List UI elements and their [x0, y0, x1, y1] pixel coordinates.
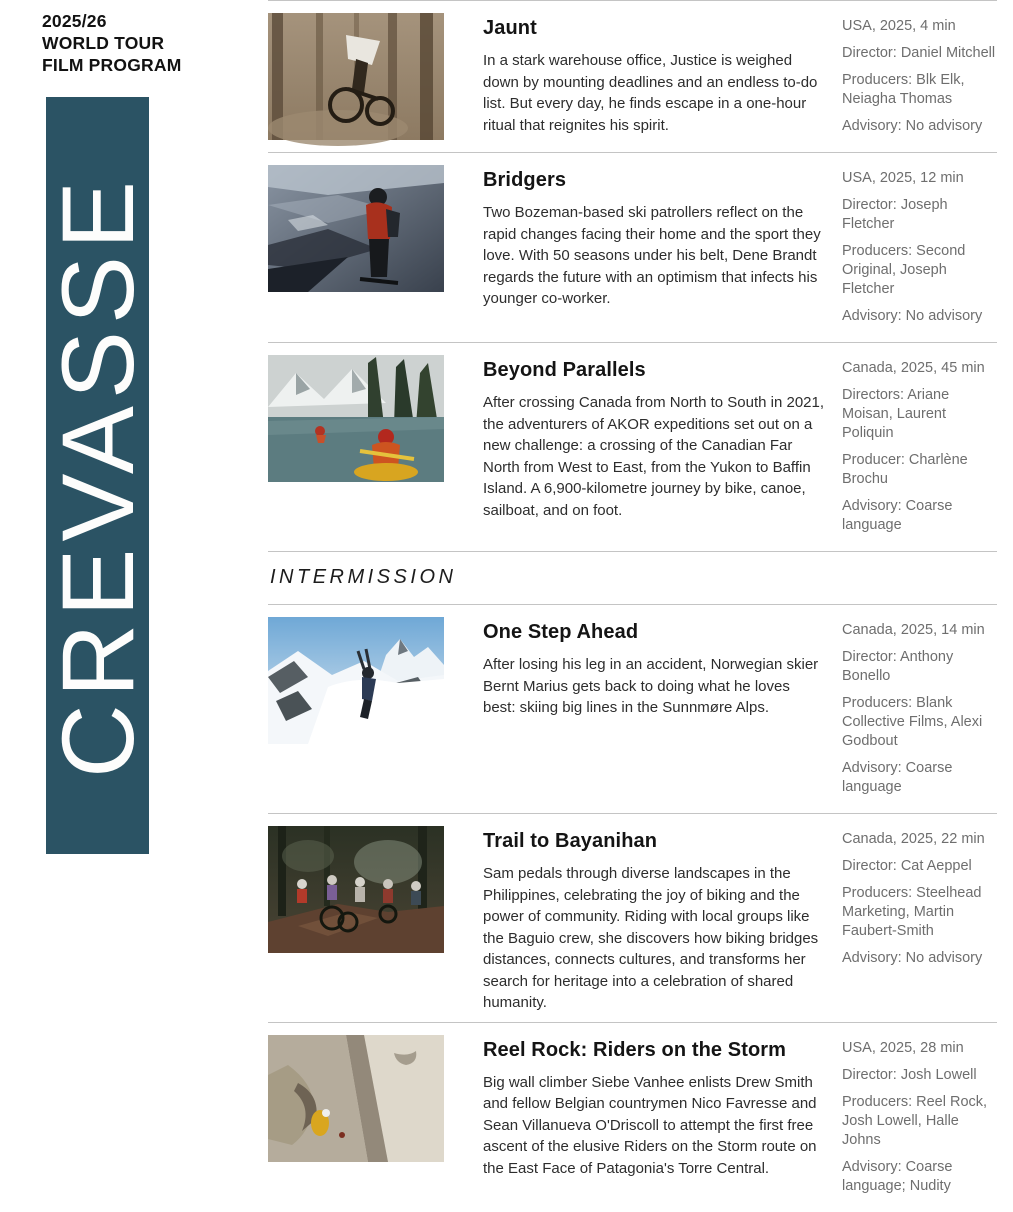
film-origin: USA, 2025, 4 min [842, 18, 956, 34]
film-director: Director: Anthony Bonello [842, 649, 954, 684]
film-advisory: Advisory: No advisory [842, 118, 983, 134]
film-advisory: Advisory: Coarse language [842, 498, 953, 533]
film-description: Big wall climber Siebe Vanhee enlists Drew Smith and fellow Belgian countrymen Nico Favresse and Sean Villanueva O'Driscoll to attempt the first free ascent of the elusive Riders on the Storm route on the East Face of Patagonia's Torre Central. [483, 1073, 817, 1177]
big-wall-climber-image [268, 1035, 444, 1162]
film-director: Director: Cat Aeppel [842, 858, 972, 874]
program-title-line1: 2025/26 [42, 11, 107, 31]
banner-title-vertical-text: CREVASSE [40, 173, 155, 778]
film-list [268, 0, 997, 1212]
film-meta [842, 617, 997, 805]
ski-patroller-image [268, 165, 444, 292]
film-origin: Canada, 2025, 22 min [842, 831, 985, 847]
film-title: Jaunt [483, 17, 537, 39]
film-title: Bridgers [483, 169, 567, 191]
film-origin: Canada, 2025, 45 min [842, 360, 985, 376]
film-title: One Step Ahead [483, 621, 639, 643]
film-origin: Canada, 2025, 14 min [842, 622, 985, 638]
program-title [42, 10, 181, 76]
film-meta [842, 13, 997, 144]
snowy-ridge-skier-image [268, 617, 444, 744]
film-row-one-step-ahead [268, 604, 997, 813]
film-info [483, 826, 825, 1014]
one-step-ahead-thumbnail [268, 617, 444, 744]
film-description: After crossing Canada from North to South in 2021, the adventurers of AKOR expeditions set out on a new challenge: a crossing of the Canadian Far North from West to East, from the Yukon to Baffin Island. A 6,900-kilometre journey by bike, canoe, sailboat, and on foot. [483, 394, 825, 519]
film-description: In a stark warehouse office, Justice is weighed down by mounting deadlines and an endless to-do list. But every day, he finds escape in a one-hour ritual that reignites his spirit. [483, 52, 818, 134]
film-info [483, 355, 825, 521]
film-meta [842, 165, 997, 334]
film-meta [842, 355, 997, 543]
film-advisory: Advisory: Coarse language; Nudity [842, 1158, 953, 1194]
reel-rock-thumbnail [268, 1035, 444, 1162]
film-meta [842, 1035, 997, 1204]
film-description: Two Bozeman-based ski patrollers reflect on the rapid changes facing their home and the sport they love. With 50 seasons under his belt, Dene Brandt regards the future with an optimism that infects his younger co-worker. [483, 204, 821, 307]
film-producers: Producers: Second Original, Joseph Fletcher [842, 243, 966, 297]
program-title-line3: FILM PROGRAM [42, 55, 182, 75]
crevasse-banner [40, 97, 155, 854]
film-advisory: Advisory: No advisory [842, 308, 983, 324]
film-origin: USA, 2025, 12 min [842, 170, 964, 186]
film-producers: Producers: Blank Collective Films, Alexi Godbout [842, 695, 983, 749]
film-origin: USA, 2025, 28 min [842, 1039, 964, 1056]
film-director: Director: Joseph Fletcher [842, 197, 948, 232]
film-description: Sam pedals through diverse landscapes in the Philippines, celebrating the joy of biking and the power of community. Riding with local groups like the Baguio crew, she discovers how biking bridges distances, connects cultures, and transforms her search for heritage into a celebration of shared humanity. [483, 865, 819, 1011]
film-row-reel-rock-riders-on-the-storm [268, 1022, 997, 1212]
film-info [483, 13, 825, 136]
program-title-line2: WORLD TOUR [42, 33, 165, 53]
film-producers: Producers: Reel Rock, Josh Lowell, Halle Johns [842, 1093, 988, 1148]
film-info [483, 1035, 825, 1180]
film-info [483, 617, 825, 719]
film-row-jaunt [268, 0, 997, 152]
film-meta [842, 826, 997, 976]
trail-to-bayanihan-thumbnail [268, 826, 444, 953]
film-advisory: Advisory: Coarse language [842, 760, 953, 795]
forest-bikers-group-image [268, 826, 444, 953]
film-info [483, 165, 825, 310]
film-description: After losing his leg in an accident, Norwegian skier Bernt Marius gets back to doing what he loves best: skiing big lines in the Sunnmøre Alps. [483, 656, 819, 716]
intermission-divider [268, 551, 997, 604]
kayakers-image [268, 355, 444, 482]
beyond-parallels-thumbnail [268, 355, 444, 482]
film-title: Beyond Parallels [483, 359, 646, 381]
film-producers: Producer: Charlène Brochu [842, 452, 968, 487]
film-producers: Producers: Steelhead Marketing, Martin Faubert-Smith [842, 885, 982, 939]
film-director: Directors: Ariane Moisan, Laurent Poliquin [842, 387, 950, 441]
bridgers-thumbnail [268, 165, 444, 292]
film-row-beyond-parallels [268, 342, 997, 551]
intermission-label: INTERMISSION [270, 566, 457, 588]
film-director: Director: Daniel Mitchell [842, 45, 996, 61]
film-title: Reel Rock: Riders on the Storm [483, 1038, 787, 1061]
film-advisory: Advisory: No advisory [842, 950, 983, 966]
jaunt-thumbnail [268, 13, 444, 140]
film-row-trail-to-bayanihan [268, 813, 997, 1022]
film-row-bridgers [268, 152, 997, 342]
film-producers: Producers: Blk Elk, Neiagha Thomas [842, 72, 965, 107]
film-director: Director: Josh Lowell [842, 1066, 977, 1083]
forest-biker-image [268, 13, 444, 140]
film-title: Trail to Bayanihan [483, 830, 658, 852]
